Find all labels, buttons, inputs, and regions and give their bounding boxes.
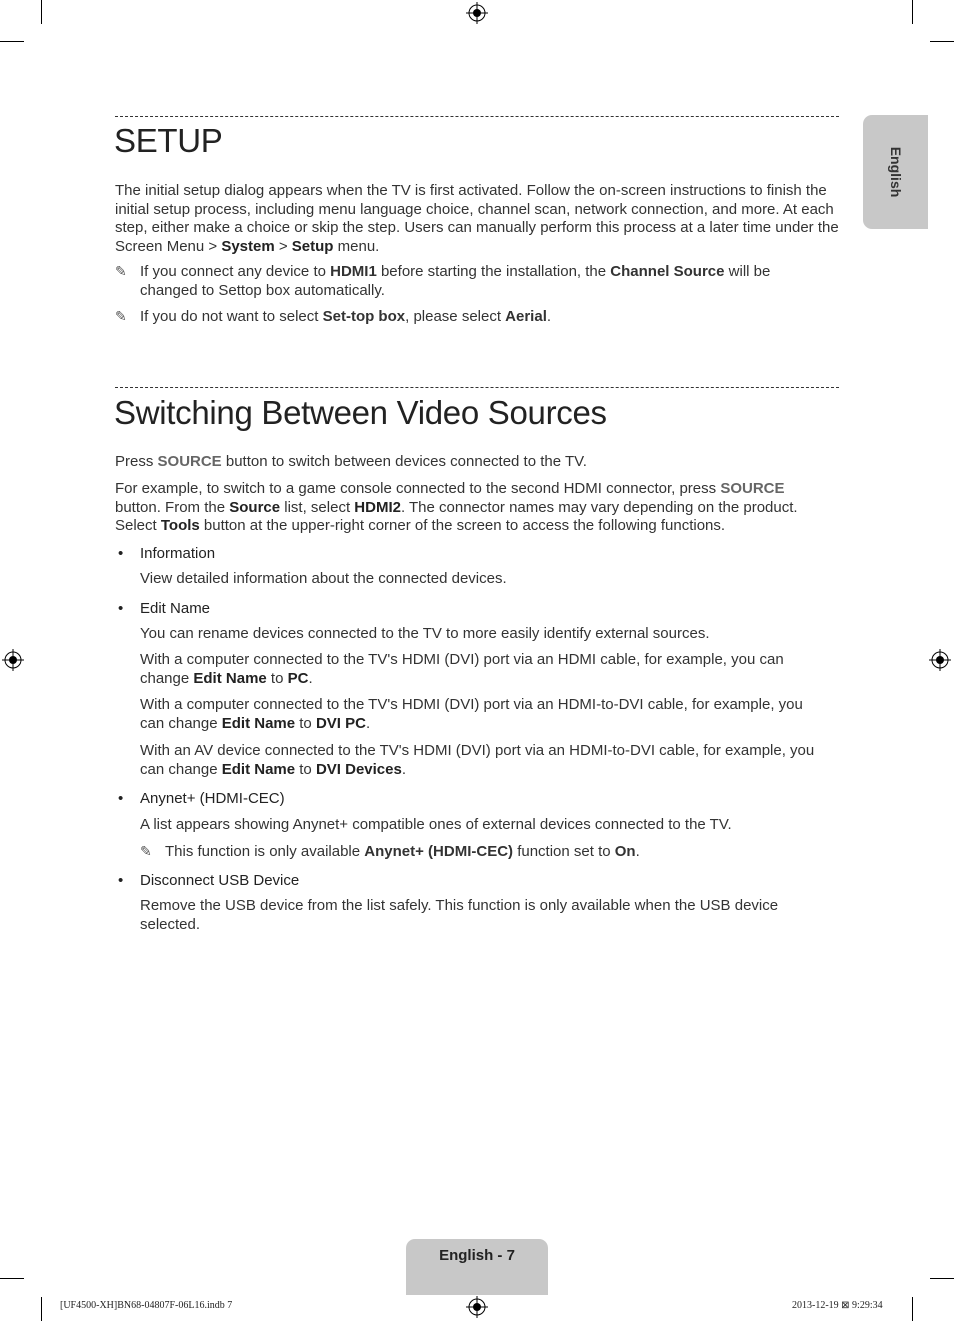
crop-mark bbox=[0, 41, 24, 42]
section-divider bbox=[115, 387, 839, 388]
page-number-label: English - 7 bbox=[439, 1247, 515, 1264]
registration-mark-icon bbox=[2, 649, 24, 671]
language-tab-label: English bbox=[887, 146, 904, 198]
crop-mark bbox=[912, 1297, 913, 1321]
setup-heading: SETUP bbox=[114, 122, 223, 159]
crop-mark bbox=[41, 0, 42, 24]
bullet-title: Disconnect USB Device bbox=[140, 872, 300, 889]
anynet-note: ✎ This function is only available Anynet+ (HDMI-CEC) function set to On. bbox=[140, 843, 640, 860]
registration-mark-icon bbox=[929, 649, 951, 671]
edit-name-example-dvipc: With a computer connected to the TV's HDMI (DVI) port via an HDMI-to-DVI cable, for example, you can change Edit Name to DVI PC. bbox=[140, 696, 803, 732]
crop-mark bbox=[912, 0, 913, 24]
print-footer-file: [UF4500-XH]BN68-04807F-06L16.indb 7 bbox=[60, 1300, 233, 1311]
registration-mark-icon bbox=[466, 1296, 488, 1318]
bullet-dot: • bbox=[118, 545, 124, 562]
edit-name-example-dvidevices: With an AV device connected to the TV's HDMI (DVI) port via an HDMI-to-DVI cable, for example, you can change Edit Name to DVI Devices. bbox=[140, 742, 815, 778]
setup-note-hdmi1: ✎ If you connect any device to HDMI1 before starting the installation, the Channel Source will be changed to Settop box automatically. bbox=[115, 263, 771, 299]
language-side-tab bbox=[863, 115, 928, 229]
switching-heading: Switching Between Video Sources bbox=[114, 394, 607, 431]
bullet-title: Anynet+ (HDMI-CEC) bbox=[140, 790, 285, 807]
bullet-title: Information bbox=[140, 545, 216, 562]
information-desc: View detailed information about the connected devices. bbox=[140, 570, 507, 587]
note-pencil-icon: ✎ bbox=[140, 843, 152, 859]
setup-note-settop: ✎ If you do not want to select Set-top box, please select Aerial. bbox=[115, 308, 552, 325]
registration-mark-icon bbox=[466, 2, 488, 24]
bullet-title: Edit Name bbox=[140, 600, 211, 617]
bullet-dot: • bbox=[118, 790, 124, 807]
edit-name-example-pc: With a computer connected to the TV's HDMI (DVI) port via an HDMI cable, for example, you can change Edit Name to PC. bbox=[140, 651, 784, 687]
print-footer-timestamp: 2013-12-19 ⊠ 9:29:34 bbox=[792, 1300, 883, 1311]
setup-intro: The initial setup dialog appears when the TV is first activated. Follow the on-screen instructions to finish the initial setup process, including menu language choice, channel scan, network connection, and more. At each step, either make a choice or skip the step. Users can manually perform this process at a later time under the Screen Menu > System > Setup menu. bbox=[115, 182, 839, 256]
crop-mark bbox=[41, 1297, 42, 1321]
crop-mark bbox=[0, 1278, 24, 1279]
bullet-dot: • bbox=[118, 600, 124, 617]
section-divider bbox=[115, 116, 839, 117]
bullet-dot: • bbox=[118, 872, 124, 889]
disconnect-usb-desc: Remove the USB device from the list safely. This function is only available when the USB device selected. bbox=[140, 897, 779, 933]
anynet-desc: A list appears showing Anynet+ compatible ones of external devices connected to the TV. bbox=[140, 816, 732, 833]
crop-mark bbox=[930, 1278, 954, 1279]
note-pencil-icon: ✎ bbox=[115, 263, 127, 279]
edit-name-desc: You can rename devices connected to the TV to more easily identify external sources. bbox=[140, 625, 710, 642]
switching-example: For example, to switch to a game console connected to the second HDMI connector, press SOURCE button. From the Source list, select HDMI2. The connector names may vary depending on the product. Select Tools button at the upper-right corner of the screen to access the following functions. bbox=[115, 480, 798, 535]
crop-mark bbox=[930, 41, 954, 42]
switching-intro: Press SOURCE button to switch between devices connected to the TV. bbox=[115, 453, 587, 470]
note-pencil-icon: ✎ bbox=[115, 308, 127, 324]
page-number-tab bbox=[406, 1239, 548, 1295]
